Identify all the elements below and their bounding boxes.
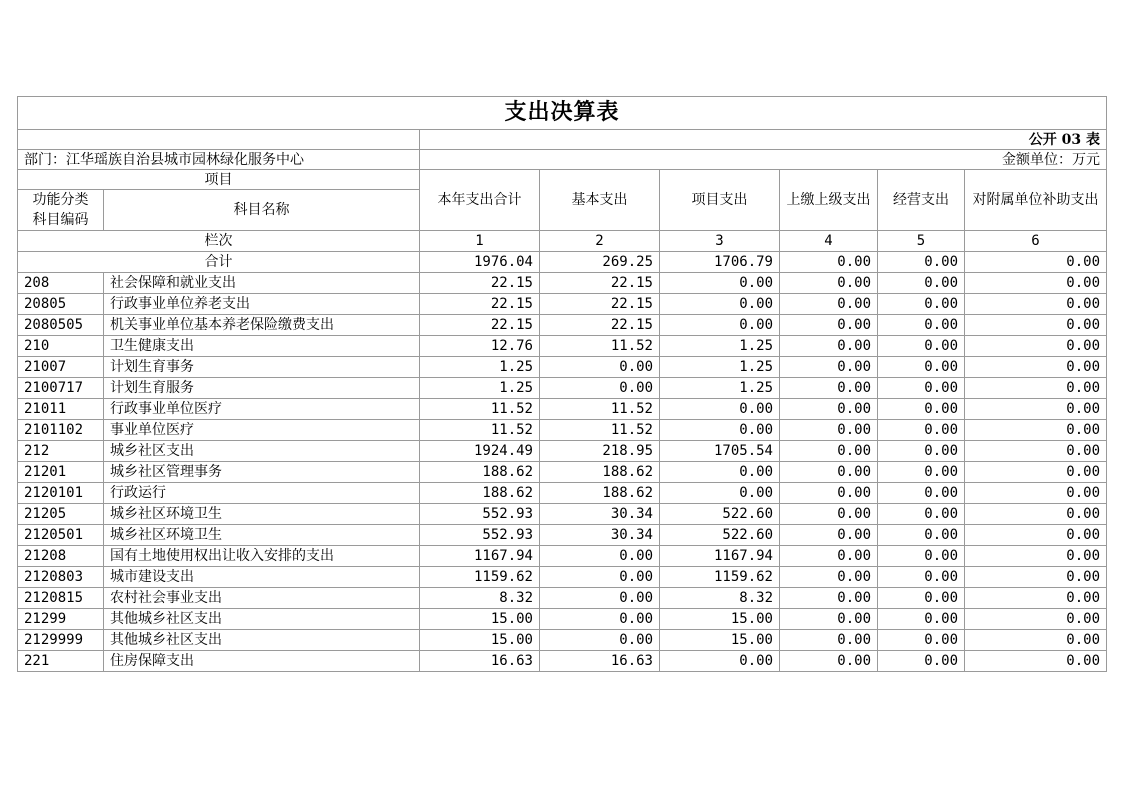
header-upper: 上缴上级支出 xyxy=(780,170,878,231)
amount-cell: 0.00 xyxy=(965,567,1107,588)
amount-cell: 0.00 xyxy=(878,651,965,672)
amount-cell: 1924.49 xyxy=(420,441,540,462)
subject-name: 行政事业单位养老支出 xyxy=(104,294,420,315)
amount-cell: 0.00 xyxy=(965,630,1107,651)
header-business: 经营支出 xyxy=(878,170,965,231)
amount-cell: 0.00 xyxy=(660,483,780,504)
subject-name: 农村社会事业支出 xyxy=(104,588,420,609)
amount-cell: 0.00 xyxy=(780,630,878,651)
amount-cell: 1.25 xyxy=(660,336,780,357)
table-row xyxy=(18,336,1107,357)
col-number: 5 xyxy=(878,231,965,252)
amount-cell: 0.00 xyxy=(780,588,878,609)
amount-cell: 12.76 xyxy=(420,336,540,357)
subject-code: 210 xyxy=(18,336,104,357)
amount-cell: 0.00 xyxy=(965,399,1107,420)
amount-cell: 0.00 xyxy=(965,294,1107,315)
amount-cell: 0.00 xyxy=(965,546,1107,567)
table-row xyxy=(18,378,1107,399)
department-label: 部门：江华瑶族自治县城市园林绿化服务中心 xyxy=(18,150,420,170)
table-row xyxy=(18,315,1107,336)
subject-name: 城乡社区环境卫生 xyxy=(104,504,420,525)
amount-cell: 22.15 xyxy=(420,294,540,315)
col-label: 栏次 xyxy=(18,231,420,252)
subject-name: 社会保障和就业支出 xyxy=(104,273,420,294)
amount-cell: 0.00 xyxy=(878,315,965,336)
amount-cell: 0.00 xyxy=(878,630,965,651)
amount-cell: 1167.94 xyxy=(420,546,540,567)
header-subsidy: 对附属单位补助支出 xyxy=(965,170,1107,231)
total-label: 合计 xyxy=(18,252,420,273)
col-number: 2 xyxy=(540,231,660,252)
amount-cell: 0.00 xyxy=(878,357,965,378)
subject-code: 2120803 xyxy=(18,567,104,588)
spacer-cell xyxy=(18,130,420,150)
subject-name: 城乡社区支出 xyxy=(104,441,420,462)
amount-cell: 0.00 xyxy=(965,357,1107,378)
amount-cell: 0.00 xyxy=(878,609,965,630)
amount-cell: 0.00 xyxy=(660,420,780,441)
amount-cell: 1.25 xyxy=(660,378,780,399)
col-number: 3 xyxy=(660,231,780,252)
amount-cell: 1159.62 xyxy=(420,567,540,588)
amount-cell: 1159.62 xyxy=(660,567,780,588)
unit-label: 金额单位：万元 xyxy=(420,150,1107,170)
col-number: 6 xyxy=(965,231,1107,252)
col-number: 1 xyxy=(420,231,540,252)
total-value: 1976.04 xyxy=(420,252,540,273)
amount-cell: 0.00 xyxy=(540,588,660,609)
amount-cell: 0.00 xyxy=(780,462,878,483)
amount-cell: 1.25 xyxy=(420,357,540,378)
amount-cell: 0.00 xyxy=(878,441,965,462)
subject-name: 行政运行 xyxy=(104,483,420,504)
table-row xyxy=(18,525,1107,546)
subject-code: 21205 xyxy=(18,504,104,525)
amount-cell: 0.00 xyxy=(780,315,878,336)
amount-cell: 0.00 xyxy=(965,504,1107,525)
subject-code: 2101102 xyxy=(18,420,104,441)
amount-cell: 0.00 xyxy=(878,546,965,567)
amount-cell: 0.00 xyxy=(965,378,1107,399)
subject-name: 卫生健康支出 xyxy=(104,336,420,357)
amount-cell: 1.25 xyxy=(420,378,540,399)
amount-cell: 188.62 xyxy=(540,462,660,483)
amount-cell: 0.00 xyxy=(878,378,965,399)
amount-cell: 0.00 xyxy=(660,315,780,336)
amount-cell: 0.00 xyxy=(965,483,1107,504)
subject-name: 事业单位医疗 xyxy=(104,420,420,441)
subject-code: 2129999 xyxy=(18,630,104,651)
amount-cell: 0.00 xyxy=(540,609,660,630)
amount-cell: 0.00 xyxy=(780,525,878,546)
amount-cell: 0.00 xyxy=(965,462,1107,483)
header-subject-name: 科目名称 xyxy=(104,190,420,231)
amount-cell: 0.00 xyxy=(878,399,965,420)
subject-code: 20805 xyxy=(18,294,104,315)
amount-cell: 11.52 xyxy=(540,420,660,441)
subject-code: 21007 xyxy=(18,357,104,378)
amount-cell: 0.00 xyxy=(540,378,660,399)
amount-cell: 0.00 xyxy=(540,546,660,567)
subject-code: 2080505 xyxy=(18,315,104,336)
amount-cell: 188.62 xyxy=(420,483,540,504)
subject-name: 其他城乡社区支出 xyxy=(104,609,420,630)
table-row xyxy=(18,294,1107,315)
amount-cell: 0.00 xyxy=(540,567,660,588)
subject-name: 计划生育事务 xyxy=(104,357,420,378)
total-value: 0.00 xyxy=(965,252,1107,273)
subject-code: 221 xyxy=(18,651,104,672)
total-value: 1706.79 xyxy=(660,252,780,273)
amount-cell: 0.00 xyxy=(878,588,965,609)
amount-cell: 0.00 xyxy=(878,483,965,504)
amount-cell: 15.00 xyxy=(420,630,540,651)
amount-cell: 0.00 xyxy=(660,273,780,294)
amount-cell: 0.00 xyxy=(878,525,965,546)
amount-cell: 22.15 xyxy=(540,294,660,315)
amount-cell: 15.00 xyxy=(660,609,780,630)
amount-cell: 0.00 xyxy=(660,399,780,420)
subject-name: 城乡社区管理事务 xyxy=(104,462,420,483)
amount-cell: 0.00 xyxy=(780,651,878,672)
header-item: 项目 xyxy=(18,170,420,190)
subject-name: 机关事业单位基本养老保险缴费支出 xyxy=(104,315,420,336)
total-row xyxy=(18,252,1107,273)
header-total: 本年支出合计 xyxy=(420,170,540,231)
table-row xyxy=(18,420,1107,441)
amount-cell: 22.15 xyxy=(420,273,540,294)
amount-cell: 552.93 xyxy=(420,525,540,546)
amount-cell: 0.00 xyxy=(780,567,878,588)
table-row xyxy=(18,357,1107,378)
amount-cell: 0.00 xyxy=(878,420,965,441)
amount-cell: 522.60 xyxy=(660,504,780,525)
amount-cell: 0.00 xyxy=(878,504,965,525)
amount-cell: 0.00 xyxy=(965,420,1107,441)
amount-cell: 0.00 xyxy=(780,546,878,567)
amount-cell: 0.00 xyxy=(780,441,878,462)
amount-cell: 30.34 xyxy=(540,525,660,546)
subject-code: 2100717 xyxy=(18,378,104,399)
table-number: 公开 03 表 xyxy=(420,130,1107,150)
header-func-code: 功能分类 科目编码 xyxy=(18,190,104,231)
page-title: 支出决算表 xyxy=(18,97,1107,130)
amount-cell: 0.00 xyxy=(878,567,965,588)
subject-name: 城乡社区环境卫生 xyxy=(104,525,420,546)
subject-code: 212 xyxy=(18,441,104,462)
amount-cell: 0.00 xyxy=(780,294,878,315)
amount-cell: 0.00 xyxy=(965,651,1107,672)
subject-code: 21299 xyxy=(18,609,104,630)
table-row xyxy=(18,273,1107,294)
amount-cell: 16.63 xyxy=(540,651,660,672)
table-row xyxy=(18,609,1107,630)
amount-cell: 0.00 xyxy=(965,273,1107,294)
amount-cell: 0.00 xyxy=(780,273,878,294)
amount-cell: 0.00 xyxy=(780,399,878,420)
subject-name: 国有土地使用权出让收入安排的支出 xyxy=(104,546,420,567)
amount-cell: 552.93 xyxy=(420,504,540,525)
amount-cell: 1.25 xyxy=(660,357,780,378)
amount-cell: 0.00 xyxy=(965,441,1107,462)
amount-cell: 0.00 xyxy=(780,336,878,357)
table-row xyxy=(18,630,1107,651)
amount-cell: 0.00 xyxy=(780,504,878,525)
amount-cell: 15.00 xyxy=(420,609,540,630)
amount-cell: 22.15 xyxy=(540,273,660,294)
table-row xyxy=(18,546,1107,567)
amount-cell: 11.52 xyxy=(540,399,660,420)
total-value: 0.00 xyxy=(878,252,965,273)
amount-cell: 0.00 xyxy=(780,378,878,399)
header-project: 项目支出 xyxy=(660,170,780,231)
table-row xyxy=(18,567,1107,588)
amount-cell: 16.63 xyxy=(420,651,540,672)
amount-cell: 0.00 xyxy=(965,336,1107,357)
amount-cell: 188.62 xyxy=(540,483,660,504)
amount-cell: 0.00 xyxy=(780,357,878,378)
subject-name: 城市建设支出 xyxy=(104,567,420,588)
amount-cell: 522.60 xyxy=(660,525,780,546)
amount-cell: 0.00 xyxy=(540,357,660,378)
subject-name: 计划生育服务 xyxy=(104,378,420,399)
total-value: 269.25 xyxy=(540,252,660,273)
col-number: 4 xyxy=(780,231,878,252)
amount-cell: 0.00 xyxy=(660,294,780,315)
header-basic: 基本支出 xyxy=(540,170,660,231)
amount-cell: 11.52 xyxy=(540,336,660,357)
table-row xyxy=(18,441,1107,462)
amount-cell: 0.00 xyxy=(660,651,780,672)
amount-cell: 0.00 xyxy=(780,483,878,504)
amount-cell: 11.52 xyxy=(420,399,540,420)
amount-cell: 8.32 xyxy=(420,588,540,609)
table-row xyxy=(18,462,1107,483)
table-row xyxy=(18,588,1107,609)
subject-code: 2120101 xyxy=(18,483,104,504)
total-value: 0.00 xyxy=(780,252,878,273)
amount-cell: 0.00 xyxy=(965,315,1107,336)
amount-cell: 22.15 xyxy=(540,315,660,336)
subject-code: 21208 xyxy=(18,546,104,567)
subject-name: 行政事业单位医疗 xyxy=(104,399,420,420)
table-row xyxy=(18,651,1107,672)
amount-cell: 8.32 xyxy=(660,588,780,609)
amount-cell: 30.34 xyxy=(540,504,660,525)
subject-code: 2120501 xyxy=(18,525,104,546)
subject-name: 其他城乡社区支出 xyxy=(104,630,420,651)
amount-cell: 0.00 xyxy=(878,462,965,483)
amount-cell: 15.00 xyxy=(660,630,780,651)
subject-code: 21011 xyxy=(18,399,104,420)
subject-code: 21201 xyxy=(18,462,104,483)
amount-cell: 0.00 xyxy=(780,609,878,630)
amount-cell: 11.52 xyxy=(420,420,540,441)
amount-cell: 0.00 xyxy=(540,630,660,651)
subject-code: 208 xyxy=(18,273,104,294)
amount-cell: 0.00 xyxy=(878,273,965,294)
subject-code: 2120815 xyxy=(18,588,104,609)
amount-cell: 0.00 xyxy=(965,609,1107,630)
amount-cell: 0.00 xyxy=(660,462,780,483)
amount-cell: 218.95 xyxy=(540,441,660,462)
table-row xyxy=(18,504,1107,525)
expenditure-table xyxy=(17,96,1107,672)
table-row xyxy=(18,483,1107,504)
subject-name: 住房保障支出 xyxy=(104,651,420,672)
amount-cell: 1167.94 xyxy=(660,546,780,567)
amount-cell: 188.62 xyxy=(420,462,540,483)
amount-cell: 1705.54 xyxy=(660,441,780,462)
amount-cell: 0.00 xyxy=(780,420,878,441)
amount-cell: 0.00 xyxy=(965,525,1107,546)
amount-cell: 0.00 xyxy=(965,588,1107,609)
amount-cell: 22.15 xyxy=(420,315,540,336)
table-row xyxy=(18,399,1107,420)
amount-cell: 0.00 xyxy=(878,294,965,315)
amount-cell: 0.00 xyxy=(878,336,965,357)
